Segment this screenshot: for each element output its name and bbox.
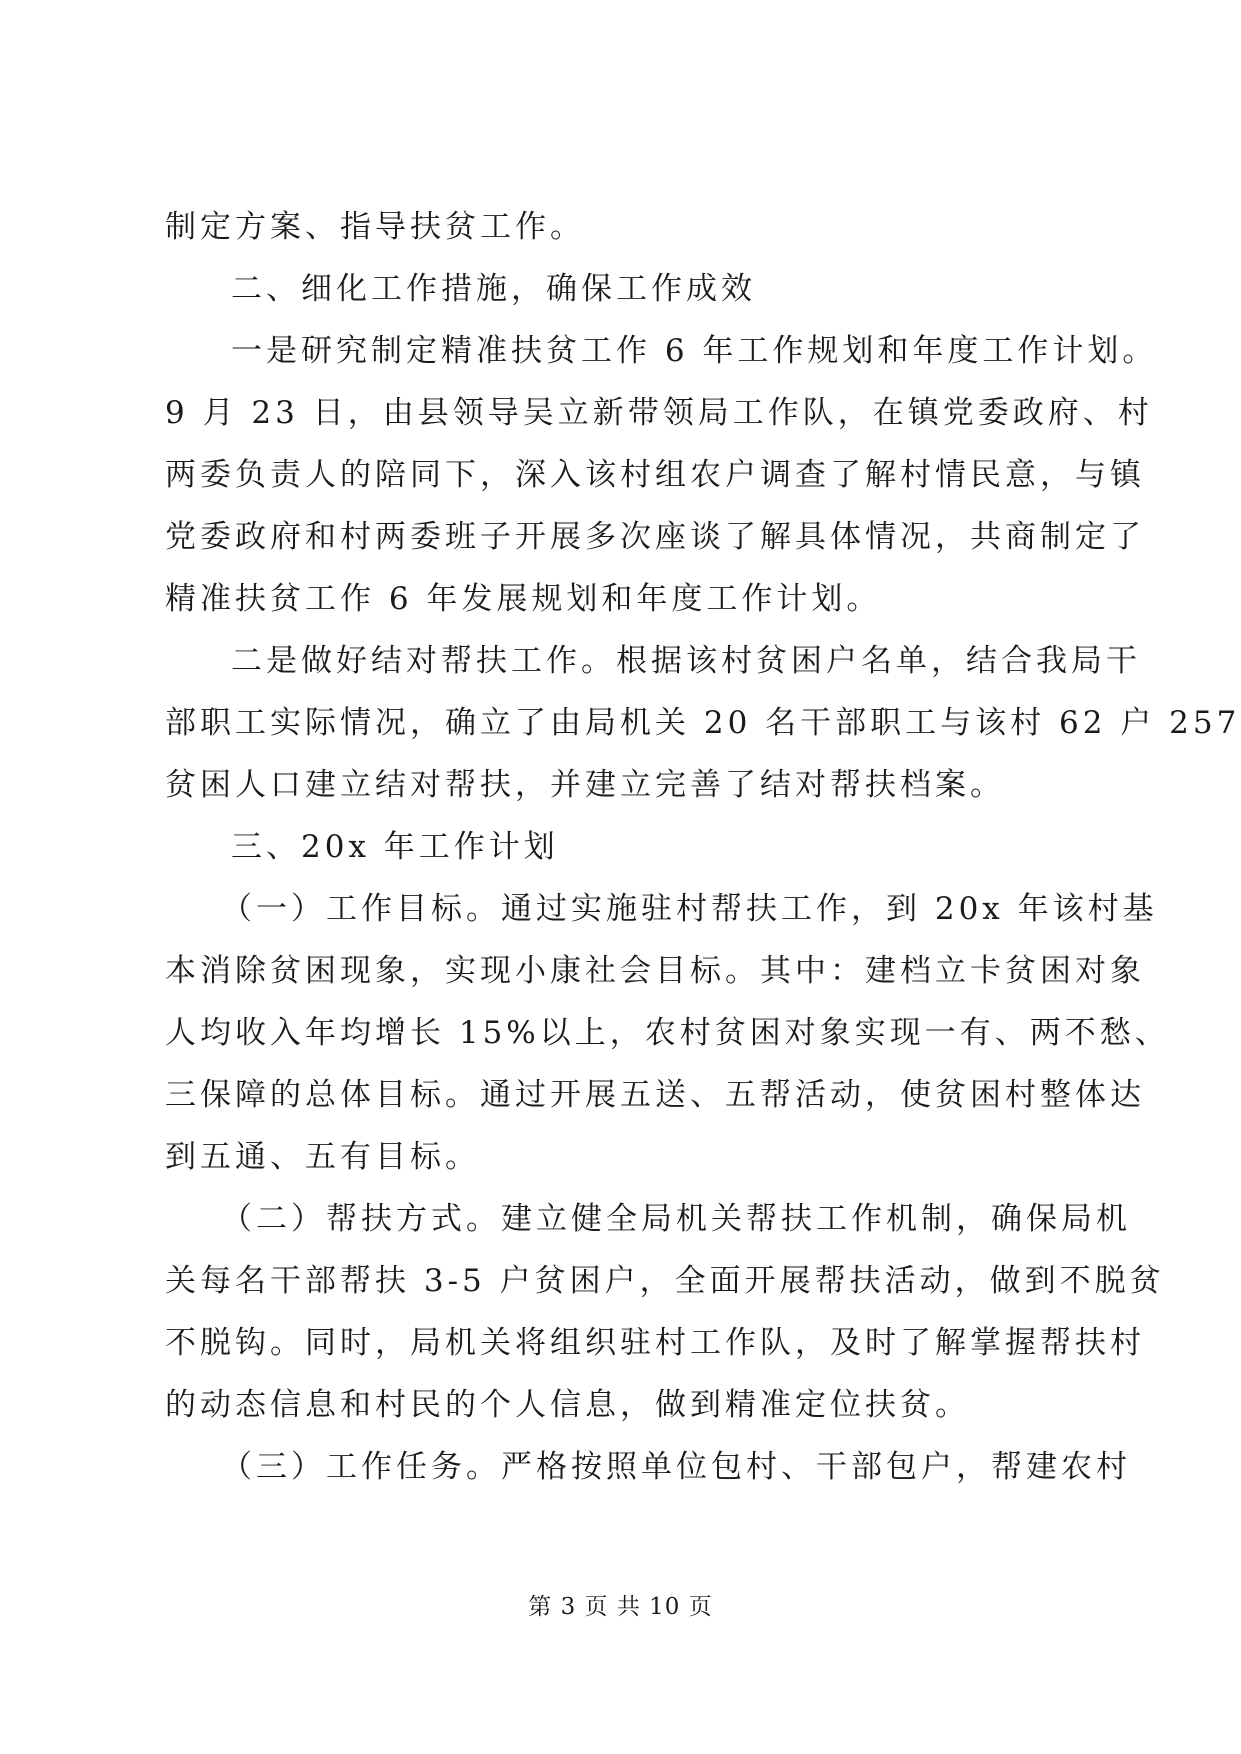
- paragraph-line: 党委政府和村两委班子开展多次座谈了解具体情况，共商制定了: [165, 519, 1145, 555]
- paragraph-line: 二是做好结对帮扶工作。根据该村贫困户名单，结合我局干: [231, 643, 1141, 679]
- paragraph-line: （三）工作任务。严格按照单位包村、干部包户，帮建农村: [221, 1449, 1131, 1485]
- paragraph-line: 一是研究制定精准扶贫工作 6 年工作规划和年度工作计划。: [231, 333, 1158, 369]
- section-heading: 三、20x 年工作计划: [231, 829, 559, 865]
- paragraph-line: 的动态信息和村民的个人信息，做到精准定位扶贫。: [165, 1387, 970, 1423]
- paragraph-line: 贫困人口建立结对帮扶，并建立完善了结对帮扶档案。: [165, 767, 1005, 803]
- paragraph-line: 不脱钩。同时，局机关将组织驻村工作队，及时了解掌握帮扶村: [165, 1325, 1145, 1361]
- paragraph-line: 制定方案、指导扶贫工作。: [165, 209, 585, 245]
- section-heading: 二、细化工作措施，确保工作成效: [231, 271, 756, 307]
- paragraph-line: 两委负责人的陪同下，深入该村组农户调查了解村情民意，与镇: [165, 457, 1145, 493]
- paragraph-line: （一）工作目标。通过实施驻村帮扶工作，到 20x 年该村基: [221, 891, 1158, 927]
- paragraph-line: 精准扶贫工作 6 年发展规划和年度工作计划。: [165, 581, 882, 617]
- paragraph-line: 本消除贫困现象，实现小康社会目标。其中：建档立卡贫困对象: [165, 953, 1145, 989]
- paragraph-line: 9 月 23 日，由县领导吴立新带领局工作队，在镇党委政府、村: [165, 395, 1153, 431]
- paragraph-line: 三保障的总体目标。通过开展五送、五帮活动，使贫困村整体达: [165, 1077, 1145, 1113]
- document-body: [165, 196, 1241, 1498]
- page-number-footer: 第 3 页 共 10 页: [528, 1594, 713, 1620]
- paragraph-line: （二）帮扶方式。建立健全局机关帮扶工作机制，确保局机: [221, 1201, 1131, 1237]
- paragraph-line: 关每名干部帮扶 3-5 户贫困户，全面开展帮扶活动，做到不脱贫: [165, 1263, 1165, 1299]
- paragraph-line: 到五通、五有目标。: [165, 1139, 480, 1175]
- paragraph-line: 人均收入年均增长 15%以上，农村贫困对象实现一有、两不愁、: [165, 1015, 1170, 1051]
- paragraph-line: 部职工实际情况，确立了由局机关 20 名干部职工与该村 62 户 257: [165, 705, 1241, 741]
